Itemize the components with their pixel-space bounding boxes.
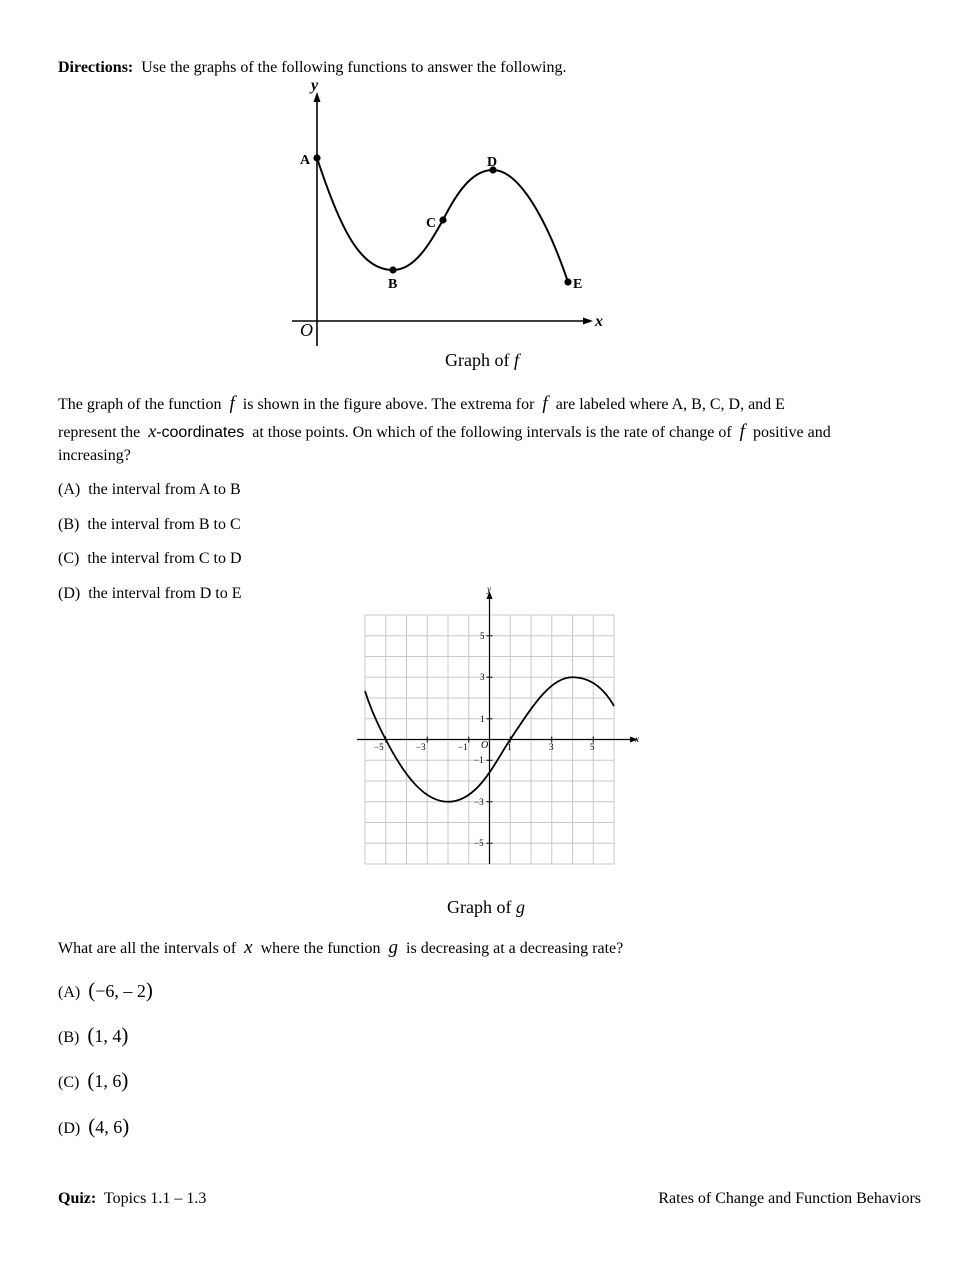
- graph-g-caption-var: g: [515, 897, 525, 917]
- graph-g-x-label: x: [635, 734, 639, 744]
- q1-text-1a: The graph of the function: [58, 396, 222, 413]
- label-c: C: [426, 216, 437, 231]
- graph-f-caption: [445, 350, 519, 371]
- g-ytick-1: 1: [480, 714, 485, 724]
- graph-f: [280, 78, 620, 352]
- q2-choice-a[interactable]: (A) (−6, – 2): [58, 978, 153, 1002]
- q2-choice-d-letter: (D): [58, 1120, 81, 1137]
- q1-choice-b[interactable]: [58, 516, 241, 534]
- q1-choice-a-text: the interval from A to B: [88, 481, 241, 498]
- g-ytick-neg5: −5: [474, 838, 484, 848]
- q1-text-2c: at those points. On which of the following intervals is the rate of change of: [252, 424, 732, 441]
- graph-f-origin: O: [300, 320, 313, 340]
- q1-choice-c-text: the interval from C to D: [87, 550, 242, 567]
- q2-text-a: What are all the intervals of: [58, 940, 237, 957]
- q1-choice-c[interactable]: [58, 550, 242, 568]
- directions: [58, 59, 567, 77]
- graph-g-caption-prefix: Graph of: [447, 897, 512, 917]
- label-b: B: [388, 277, 398, 292]
- graph-g-y-label: y: [487, 584, 491, 594]
- q1-choice-a-letter: (A): [58, 481, 81, 498]
- graph-g-origin: O: [481, 740, 489, 751]
- q2-choice-a-interval: −6, – 2: [95, 981, 146, 1001]
- q2-text-c: is decreasing at a decreasing rate?: [406, 940, 624, 957]
- point-b: [389, 266, 396, 273]
- graph-g: [350, 582, 650, 872]
- g-xtick-neg5: −5: [374, 742, 384, 752]
- q2-choice-b-letter: (B): [58, 1029, 80, 1046]
- g-xtick-neg1: −1: [458, 742, 468, 752]
- label-d: D: [487, 155, 498, 170]
- q1-text-2b: -coordinates: [156, 424, 245, 441]
- directions-text: Use the graphs of the following functions to answer the following.: [141, 59, 567, 76]
- q1-line-1: [58, 393, 785, 415]
- q1-choice-d-letter: (D): [58, 585, 81, 602]
- footer-label: Quiz:: [58, 1190, 97, 1207]
- label-a: A: [300, 153, 311, 168]
- q2-choice-c[interactable]: (C) (1, 6): [58, 1068, 129, 1092]
- q2-var-x: x: [244, 937, 253, 958]
- footer-right: Rates of Change and Function Behaviors: [658, 1190, 921, 1207]
- q1-text-2a: represent the: [58, 424, 141, 441]
- point-c: [439, 216, 446, 223]
- graph-f-caption-prefix: Graph of: [445, 350, 510, 370]
- point-e: [564, 278, 571, 285]
- q2-text-b: where the function: [260, 940, 381, 957]
- q2-var-g: g: [388, 937, 399, 958]
- q2-choice-c-letter: (C): [58, 1074, 80, 1091]
- q1-var-f-2: f: [542, 393, 548, 414]
- q1-text-1c: are labeled where A, B, C, D, and E: [555, 396, 785, 413]
- graph-f-caption-var: f: [513, 350, 519, 370]
- g-ytick-5: 5: [480, 631, 485, 641]
- graph-f-x-arrow: [583, 318, 593, 325]
- q2-choice-b[interactable]: (B) (1, 4): [58, 1023, 129, 1047]
- footer-topics: Topics 1.1 – 1.3: [103, 1190, 207, 1207]
- graph-f-y-label: y: [311, 78, 319, 94]
- q1-choice-a[interactable]: [58, 481, 241, 499]
- q2-choice-d-interval: 4, 6: [95, 1117, 123, 1137]
- q2-prompt: [58, 937, 623, 959]
- q1-line-2: [58, 421, 831, 443]
- footer-left: [58, 1190, 206, 1208]
- q2-choice-c-interval: 1, 6: [94, 1071, 122, 1091]
- q1-text-2d: positive and: [752, 424, 831, 441]
- q2-choice-a-letter: (A): [58, 984, 81, 1001]
- g-ytick-neg1: −1: [474, 755, 484, 765]
- q1-line-3: increasing?: [58, 447, 131, 464]
- q1-var-f-3: f: [739, 421, 745, 442]
- q2-choice-b-interval: 1, 4: [94, 1026, 122, 1046]
- g-ytick-3: 3: [480, 672, 485, 682]
- g-xtick-5: 5: [590, 742, 595, 752]
- q1-choice-b-letter: (B): [58, 516, 80, 533]
- g-ytick-neg3: −3: [474, 797, 484, 807]
- q1-choice-d-text: the interval from D to E: [88, 585, 242, 602]
- q1-choice-c-letter: (C): [58, 550, 80, 567]
- g-xtick-3: 3: [549, 742, 554, 752]
- graph-f-x-label: x: [595, 313, 603, 330]
- q1-var-f-1: f: [229, 393, 235, 414]
- q1-text-1b: is shown in the figure above. The extrema for: [242, 396, 535, 413]
- directions-label: Directions:: [58, 59, 134, 76]
- q1-choice-d[interactable]: [58, 585, 242, 603]
- q1-var-x: x: [148, 421, 157, 441]
- g-xtick-neg3: −3: [416, 742, 426, 752]
- q1-choice-b-text: the interval from B to C: [87, 516, 241, 533]
- label-e: E: [573, 277, 583, 292]
- q2-choice-d[interactable]: (D) (4, 6): [58, 1114, 130, 1138]
- g-xtick-1: 1: [507, 742, 512, 752]
- point-a: [313, 154, 320, 161]
- graph-g-caption: [447, 897, 525, 918]
